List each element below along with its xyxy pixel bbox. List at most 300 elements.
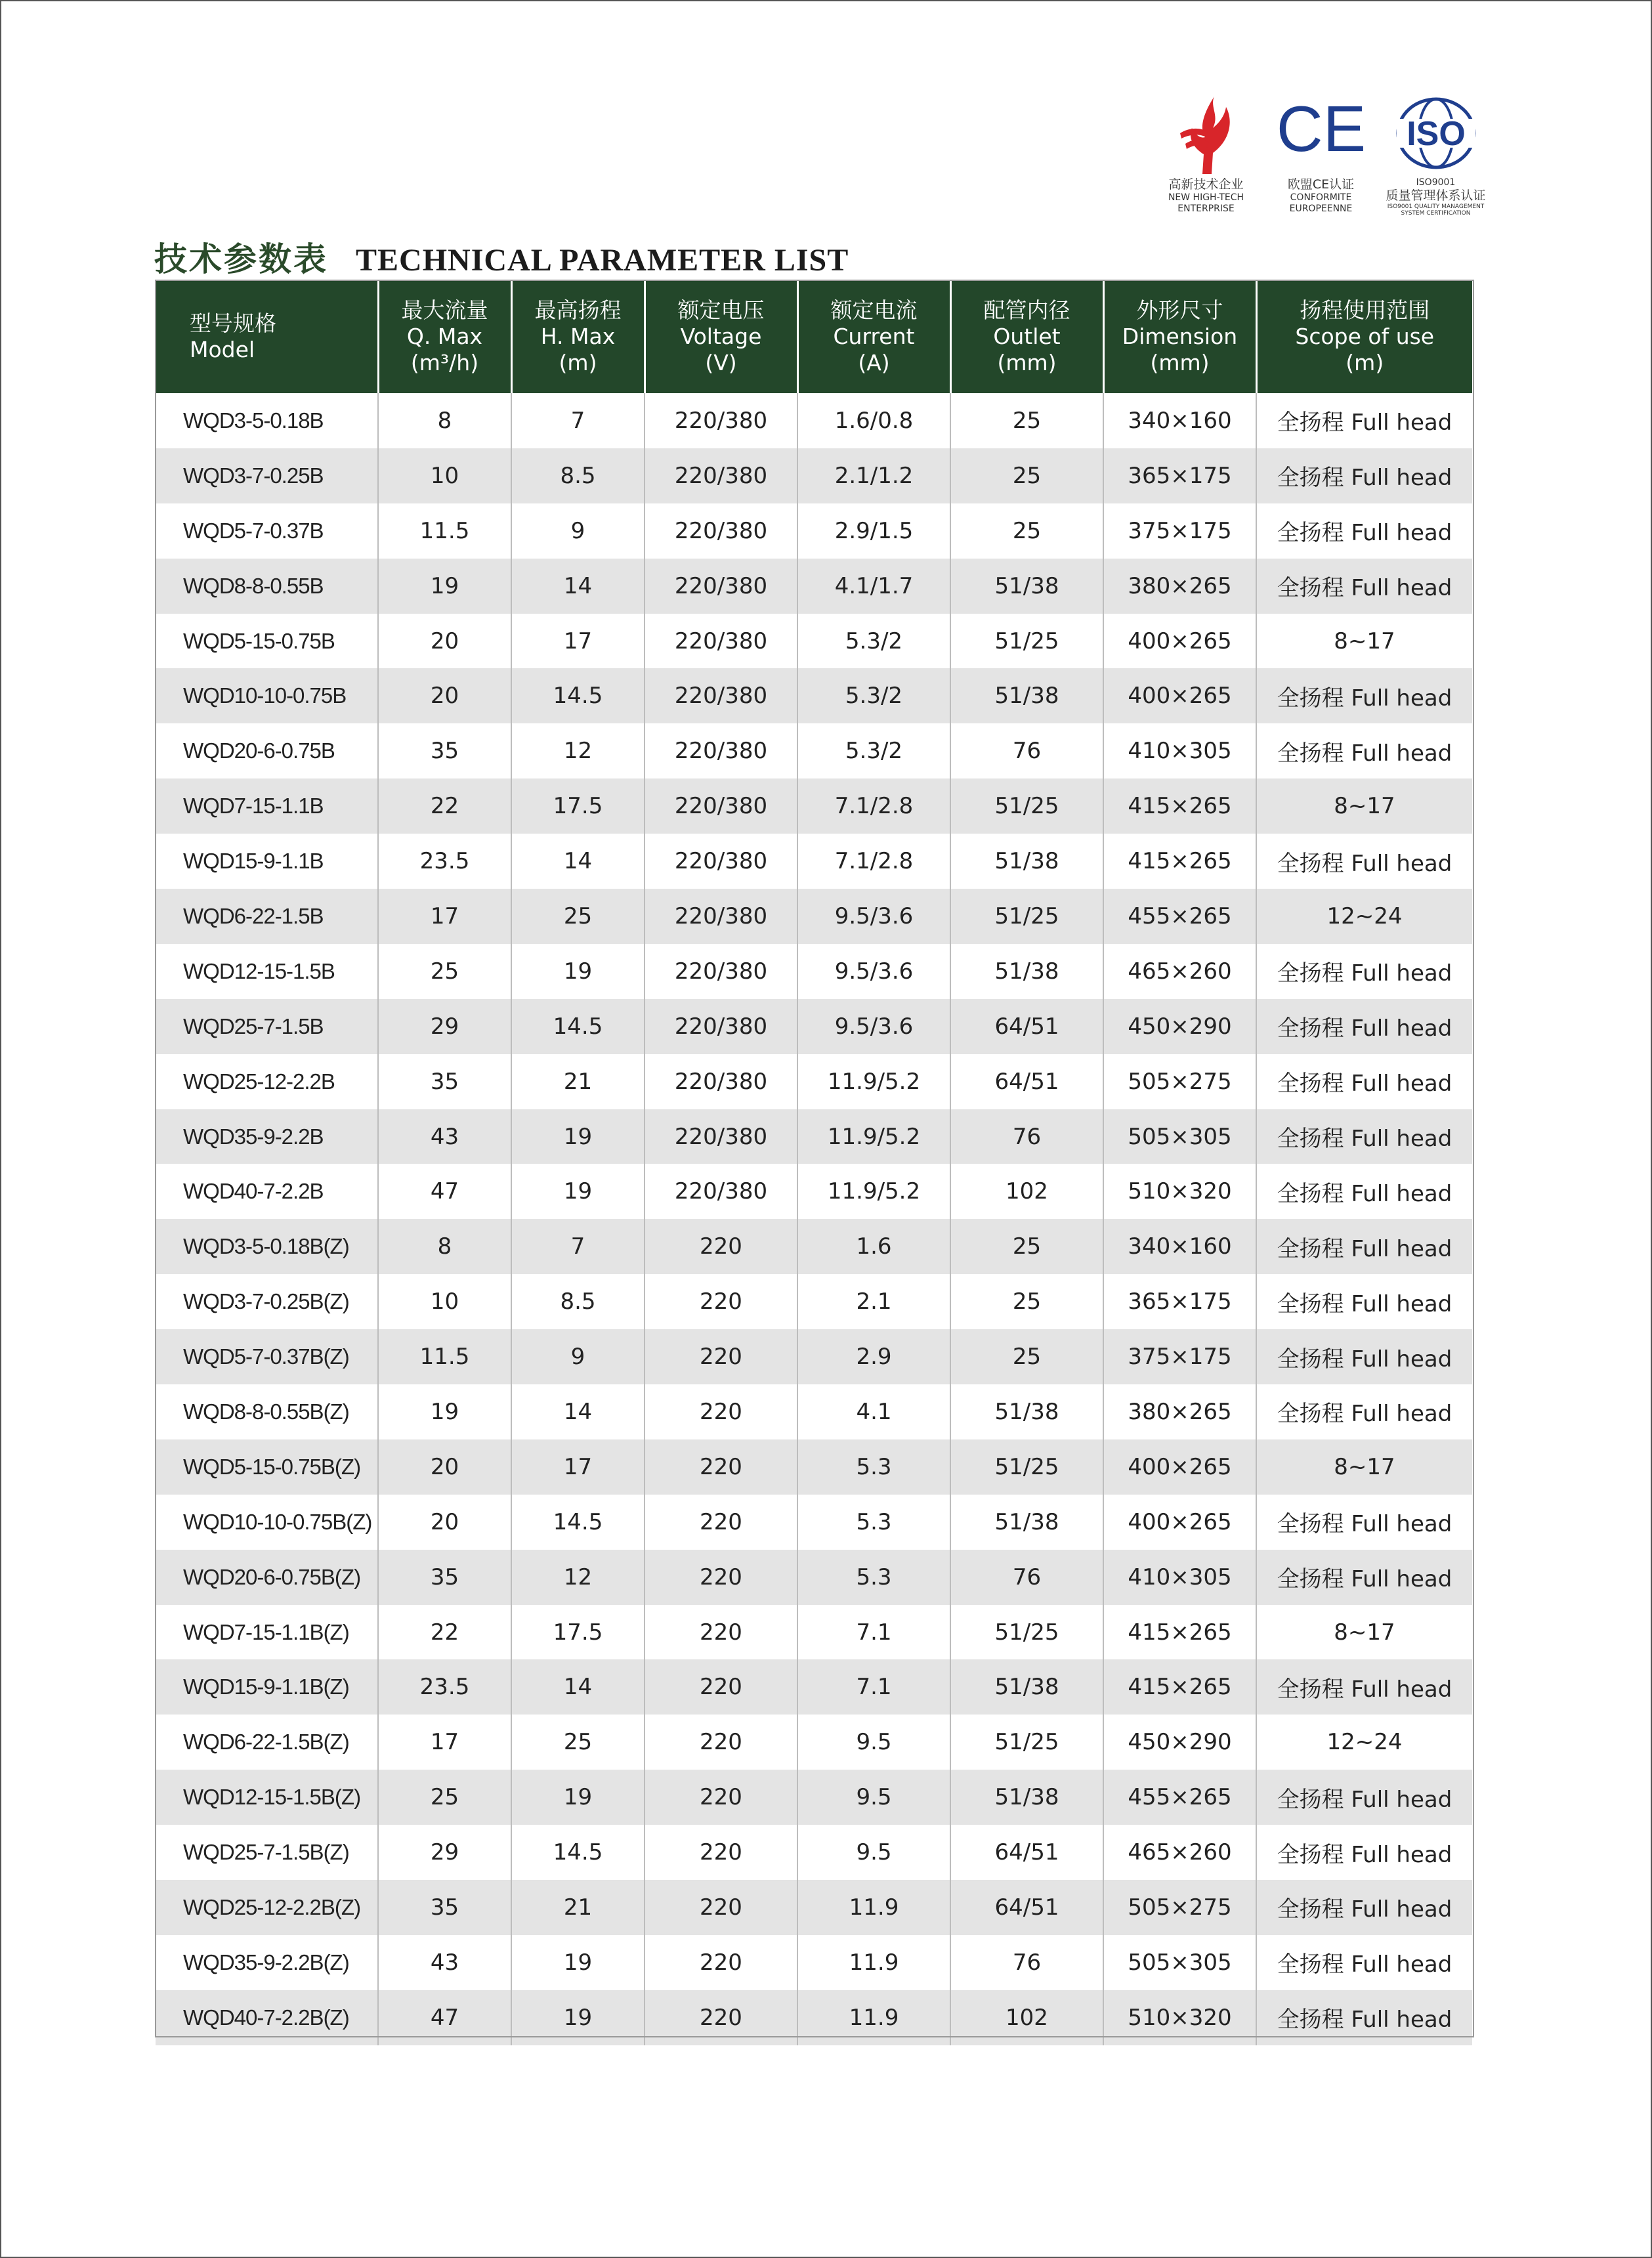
column-header-scope-of-use-cn: 扬程使用范围: [1300, 297, 1430, 323]
hi-tech-caption-cn: 高新技术企业: [1168, 177, 1244, 192]
column-header-q-max: [378, 280, 511, 393]
cell-model: WQD15-9-1.1B: [156, 834, 378, 889]
cell-outlet: 25: [950, 1219, 1103, 1274]
cell-model: WQD7-15-1.1B: [156, 778, 378, 834]
cell-model: WQD15-9-1.1B(Z): [156, 1659, 378, 1715]
cell-model: WQD8-8-0.55B: [156, 559, 378, 614]
cell-h-max: 8.5: [511, 448, 645, 503]
cell-outlet: 51/38: [950, 834, 1103, 889]
table-row: [156, 1880, 1472, 1935]
hi-tech-caption-en-1: NEW HIGH-TECH: [1168, 192, 1244, 203]
cell-q-max: 23.5: [378, 834, 511, 889]
cell-scope-of-use: 全扬程 Full head: [1256, 448, 1472, 503]
cell-voltage: 220/380: [645, 999, 797, 1054]
cell-model: WQD25-12-2.2B(Z): [156, 1880, 378, 1935]
cell-current: 7.1: [797, 1659, 950, 1715]
cell-scope-of-use: 全扬程 Full head: [1256, 1825, 1472, 1880]
table-row: [156, 1274, 1472, 1329]
cell-voltage: 220: [645, 1550, 797, 1605]
cell-current: 5.3/2: [797, 668, 950, 723]
column-header-q-max-unit: (m³/h): [410, 350, 479, 375]
cell-q-max: 47: [378, 1164, 511, 1219]
cell-voltage: 220: [645, 1935, 797, 1990]
cell-q-max: 20: [378, 1439, 511, 1495]
column-header-outlet-cn: 配管内径: [983, 297, 1070, 323]
cell-outlet: 76: [950, 1935, 1103, 1990]
column-header-h-max: [511, 280, 645, 393]
cell-outlet: 64/51: [950, 999, 1103, 1054]
cell-h-max: 21: [511, 1880, 645, 1935]
cell-h-max: 25: [511, 1715, 645, 1770]
column-header-outlet: [950, 280, 1103, 393]
cell-dimension: 415×265: [1103, 1659, 1256, 1715]
cell-scope-of-use: 全扬程 Full head: [1256, 1219, 1472, 1274]
hi-tech-flame-icon: [1174, 95, 1239, 177]
cell-scope-of-use: 全扬程 Full head: [1256, 1495, 1472, 1550]
cell-h-max: 12: [511, 723, 645, 778]
cell-dimension: 415×265: [1103, 1605, 1256, 1660]
cell-scope-of-use: 全扬程 Full head: [1256, 1274, 1472, 1329]
cell-current: 1.6: [797, 1219, 950, 1274]
cell-dimension: 455×265: [1103, 889, 1256, 944]
cell-dimension: 375×175: [1103, 1329, 1256, 1384]
cell-h-max: 7: [511, 1219, 645, 1274]
table-row: [156, 559, 1472, 614]
table-row: [156, 944, 1472, 999]
cell-q-max: 8: [378, 1219, 511, 1274]
cell-model: WQD5-15-0.75B(Z): [156, 1439, 378, 1495]
cell-outlet: 51/25: [950, 778, 1103, 834]
cell-scope-of-use: 全扬程 Full head: [1256, 1935, 1472, 1990]
cell-h-max: 19: [511, 944, 645, 999]
cell-q-max: 19: [378, 559, 511, 614]
cell-dimension: 365×175: [1103, 1274, 1256, 1329]
cell-scope-of-use: 12~24: [1256, 1715, 1472, 1770]
cell-outlet: 64/51: [950, 1054, 1103, 1109]
cell-current: 1.6/0.8: [797, 393, 950, 448]
cell-q-max: 25: [378, 944, 511, 999]
cell-outlet: 25: [950, 1329, 1103, 1384]
table-row: [156, 1495, 1472, 1550]
cell-q-max: 20: [378, 1495, 511, 1550]
cell-q-max: 29: [378, 1825, 511, 1880]
table-row: [156, 1329, 1472, 1384]
ce-caption-en-2: EUROPEENNE: [1289, 203, 1353, 214]
table-row: [156, 1164, 1472, 1219]
cell-dimension: 510×320: [1103, 1990, 1256, 2045]
cell-model: WQD3-5-0.18B: [156, 393, 378, 448]
cell-current: 9.5/3.6: [797, 889, 950, 944]
hi-tech-enterprise-logo: [1149, 95, 1263, 233]
cell-model: WQD3-7-0.25B: [156, 448, 378, 503]
cell-model: WQD5-7-0.37B(Z): [156, 1329, 378, 1384]
cell-q-max: 8: [378, 393, 511, 448]
table-row: [156, 1109, 1472, 1164]
cell-voltage: 220/380: [645, 503, 797, 559]
column-header-dimension: [1103, 280, 1256, 393]
cell-current: 2.9: [797, 1329, 950, 1384]
cell-h-max: 9: [511, 503, 645, 559]
table-row: [156, 1990, 1472, 2045]
table-row: [156, 448, 1472, 503]
cell-voltage: 220: [645, 1329, 797, 1384]
cell-outlet: 51/38: [950, 559, 1103, 614]
table-row: [156, 1550, 1472, 1605]
cell-h-max: 14.5: [511, 1825, 645, 1880]
cell-dimension: 465×260: [1103, 1825, 1256, 1880]
technical-parameter-table: [156, 280, 1472, 2045]
cell-outlet: 51/25: [950, 1439, 1103, 1495]
cell-voltage: 220: [645, 1880, 797, 1935]
table-row: [156, 1054, 1472, 1109]
cell-scope-of-use: 8~17: [1256, 1439, 1472, 1495]
cell-outlet: 102: [950, 1990, 1103, 2045]
cell-current: 11.9: [797, 1880, 950, 1935]
cell-h-max: 17.5: [511, 778, 645, 834]
cell-dimension: 510×320: [1103, 1164, 1256, 1219]
cell-scope-of-use: 全扬程 Full head: [1256, 1770, 1472, 1825]
cell-outlet: 64/51: [950, 1825, 1103, 1880]
cell-voltage: 220: [645, 1715, 797, 1770]
cell-h-max: 25: [511, 889, 645, 944]
table-row: [156, 668, 1472, 723]
iso-caption-cn: 质量管理体系认证: [1386, 188, 1486, 203]
cell-q-max: 43: [378, 1109, 511, 1164]
cell-model: WQD25-12-2.2B: [156, 1054, 378, 1109]
cell-voltage: 220/380: [645, 668, 797, 723]
cell-h-max: 14: [511, 834, 645, 889]
column-header-q-max-cn: 最大流量: [401, 297, 488, 323]
cell-outlet: 102: [950, 1164, 1103, 1219]
cell-q-max: 22: [378, 778, 511, 834]
ce-mark-icon: [1275, 95, 1367, 177]
iso-globe-icon: [1390, 95, 1482, 177]
cell-current: 4.1/1.7: [797, 559, 950, 614]
cell-model: WQD6-22-1.5B(Z): [156, 1715, 378, 1770]
cell-outlet: 51/38: [950, 668, 1103, 723]
cell-current: 4.1: [797, 1384, 950, 1439]
column-header-outlet-en: Outlet: [993, 324, 1061, 349]
table-row: [156, 393, 1472, 448]
cell-voltage: 220/380: [645, 1164, 797, 1219]
cell-model: WQD3-7-0.25B(Z): [156, 1274, 378, 1329]
cell-model: WQD25-7-1.5B: [156, 999, 378, 1054]
cell-voltage: 220: [645, 1384, 797, 1439]
cell-dimension: 400×265: [1103, 668, 1256, 723]
table-row: [156, 614, 1472, 669]
cell-current: 11.9/5.2: [797, 1164, 950, 1219]
iso-caption-en-2: SYSTEM CERTIFICATION: [1401, 210, 1471, 217]
cell-q-max: 20: [378, 614, 511, 669]
cell-scope-of-use: 全扬程 Full head: [1256, 393, 1472, 448]
cell-dimension: 410×305: [1103, 723, 1256, 778]
cell-model: WQD12-15-1.5B: [156, 944, 378, 999]
cell-scope-of-use: 全扬程 Full head: [1256, 1659, 1472, 1715]
cell-h-max: 19: [511, 1770, 645, 1825]
column-header-dimension-cn: 外形尺寸: [1136, 297, 1223, 323]
cell-model: WQD8-8-0.55B(Z): [156, 1384, 378, 1439]
cell-model: WQD40-7-2.2B: [156, 1164, 378, 1219]
cell-voltage: 220/380: [645, 1109, 797, 1164]
iso-caption-num: ISO9001: [1416, 177, 1456, 188]
cell-outlet: 25: [950, 1274, 1103, 1329]
column-header-model: [156, 280, 378, 393]
cell-current: 7.1/2.8: [797, 834, 950, 889]
cell-voltage: 220/380: [645, 778, 797, 834]
column-header-current-unit: (A): [858, 350, 890, 375]
table-row: [156, 1384, 1472, 1439]
cell-h-max: 8.5: [511, 1274, 645, 1329]
cell-q-max: 17: [378, 1715, 511, 1770]
column-header-dimension-en: Dimension: [1122, 324, 1238, 349]
cell-voltage: 220: [645, 1825, 797, 1880]
cell-voltage: 220: [645, 1770, 797, 1825]
table-row: [156, 999, 1472, 1054]
cell-outlet: 51/38: [950, 944, 1103, 999]
cell-model: WQD35-9-2.2B(Z): [156, 1935, 378, 1990]
cell-voltage: 220: [645, 1605, 797, 1660]
cell-voltage: 220: [645, 1495, 797, 1550]
cell-scope-of-use: 全扬程 Full head: [1256, 1990, 1472, 2045]
cell-dimension: 400×265: [1103, 1495, 1256, 1550]
column-header-h-max-unit: (m): [559, 350, 597, 375]
table-row: [156, 1659, 1472, 1715]
cell-h-max: 19: [511, 1990, 645, 2045]
cell-outlet: 51/25: [950, 889, 1103, 944]
table-row: [156, 889, 1472, 944]
cell-q-max: 19: [378, 1384, 511, 1439]
cell-model: WQD20-6-0.75B: [156, 723, 378, 778]
cell-scope-of-use: 8~17: [1256, 614, 1472, 669]
cell-model: WQD5-7-0.37B: [156, 503, 378, 559]
cell-q-max: 23.5: [378, 1659, 511, 1715]
ce-caption-en-1: CONFORMITE: [1290, 192, 1352, 203]
cell-q-max: 17: [378, 889, 511, 944]
cell-scope-of-use: 全扬程 Full head: [1256, 1054, 1472, 1109]
cell-h-max: 14: [511, 1659, 645, 1715]
cell-dimension: 400×265: [1103, 614, 1256, 669]
cell-q-max: 25: [378, 1770, 511, 1825]
cell-h-max: 17.5: [511, 1605, 645, 1660]
cell-h-max: 19: [511, 1164, 645, 1219]
cell-outlet: 25: [950, 503, 1103, 559]
cell-outlet: 51/25: [950, 1715, 1103, 1770]
cell-dimension: 340×160: [1103, 393, 1256, 448]
cell-dimension: 505×305: [1103, 1109, 1256, 1164]
table-row: [156, 1935, 1472, 1990]
cell-current: 9.5/3.6: [797, 999, 950, 1054]
ce-logo: [1263, 95, 1378, 233]
cell-dimension: 365×175: [1103, 448, 1256, 503]
cell-h-max: 14.5: [511, 999, 645, 1054]
cell-current: 7.1: [797, 1605, 950, 1660]
cell-dimension: 340×160: [1103, 1219, 1256, 1274]
cell-model: WQD40-7-2.2B(Z): [156, 1990, 378, 2045]
cell-current: 5.3: [797, 1439, 950, 1495]
cell-current: 9.5/3.6: [797, 944, 950, 999]
cell-outlet: 64/51: [950, 1880, 1103, 1935]
cell-q-max: 29: [378, 999, 511, 1054]
ce-mark-text: CE: [1276, 95, 1366, 165]
cell-voltage: 220/380: [645, 834, 797, 889]
cell-outlet: 25: [950, 448, 1103, 503]
table-body: [156, 393, 1472, 2045]
cell-scope-of-use: 全扬程 Full head: [1256, 1164, 1472, 1219]
cell-current: 2.1/1.2: [797, 448, 950, 503]
cell-h-max: 19: [511, 1935, 645, 1990]
column-header-model-en: Model: [190, 337, 255, 362]
cell-h-max: 17: [511, 1439, 645, 1495]
cell-scope-of-use: 8~17: [1256, 1605, 1472, 1660]
page-title-en: TECHNICAL PARAMETER LIST: [356, 243, 849, 278]
cell-current: 2.1: [797, 1274, 950, 1329]
cell-scope-of-use: 8~17: [1256, 778, 1472, 834]
cell-model: WQD5-15-0.75B: [156, 614, 378, 669]
column-header-voltage-cn: 额定电压: [677, 297, 765, 323]
cell-current: 5.3/2: [797, 723, 950, 778]
column-header-scope-of-use-unit: (m): [1345, 350, 1384, 375]
iso-mark-text: ISO: [1406, 115, 1466, 153]
cell-voltage: 220: [645, 1659, 797, 1715]
table-row: [156, 1770, 1472, 1825]
cell-model: WQD10-10-0.75B: [156, 668, 378, 723]
cell-voltage: 220: [645, 1439, 797, 1495]
cell-scope-of-use: 全扬程 Full head: [1256, 999, 1472, 1054]
cell-outlet: 51/25: [950, 1605, 1103, 1660]
column-header-scope-of-use: [1256, 280, 1472, 393]
cell-scope-of-use: 全扬程 Full head: [1256, 834, 1472, 889]
cell-dimension: 450×290: [1103, 1715, 1256, 1770]
cell-h-max: 14.5: [511, 1495, 645, 1550]
cell-dimension: 415×265: [1103, 834, 1256, 889]
table-row: [156, 1605, 1472, 1660]
table-header-row: [156, 280, 1472, 393]
cell-q-max: 10: [378, 448, 511, 503]
cell-q-max: 35: [378, 723, 511, 778]
cell-dimension: 400×265: [1103, 1439, 1256, 1495]
table-row: [156, 723, 1472, 778]
cell-scope-of-use: 全扬程 Full head: [1256, 1329, 1472, 1384]
table-row: [156, 503, 1472, 559]
column-header-current-cn: 额定电流: [830, 297, 918, 323]
cell-dimension: 410×305: [1103, 1550, 1256, 1605]
cell-scope-of-use: 全扬程 Full head: [1256, 944, 1472, 999]
column-header-current: [797, 280, 950, 393]
cell-current: 9.5: [797, 1770, 950, 1825]
cell-dimension: 505×275: [1103, 1054, 1256, 1109]
cell-outlet: 76: [950, 1550, 1103, 1605]
column-header-h-max-en: H. Max: [540, 324, 616, 349]
cell-voltage: 220/380: [645, 1054, 797, 1109]
column-header-scope-of-use-en: Scope of use: [1295, 324, 1435, 349]
iso-caption-en-1: ISO9001 QUALITY MANAGEMENT: [1387, 203, 1485, 210]
cell-dimension: 455×265: [1103, 1770, 1256, 1825]
column-header-q-max-en: Q. Max: [406, 324, 483, 349]
iso-logo: [1378, 95, 1493, 233]
cell-q-max: 20: [378, 668, 511, 723]
cell-current: 11.9/5.2: [797, 1109, 950, 1164]
page-title: [154, 233, 849, 279]
cell-voltage: 220: [645, 1219, 797, 1274]
cell-current: 5.3: [797, 1495, 950, 1550]
cell-outlet: 51/38: [950, 1495, 1103, 1550]
cell-dimension: 380×265: [1103, 559, 1256, 614]
hi-tech-caption-en-2: ENTERPRISE: [1177, 203, 1235, 214]
cell-scope-of-use: 全扬程 Full head: [1256, 1384, 1472, 1439]
cell-outlet: 51/38: [950, 1384, 1103, 1439]
cell-outlet: 76: [950, 1109, 1103, 1164]
cell-q-max: 35: [378, 1880, 511, 1935]
cell-scope-of-use: 全扬程 Full head: [1256, 1880, 1472, 1935]
cell-h-max: 14.5: [511, 668, 645, 723]
table-row: [156, 1219, 1472, 1274]
cell-q-max: 11.5: [378, 503, 511, 559]
cell-scope-of-use: 全扬程 Full head: [1256, 723, 1472, 778]
cell-current: 11.9: [797, 1935, 950, 1990]
cell-q-max: 35: [378, 1054, 511, 1109]
cell-h-max: 9: [511, 1329, 645, 1384]
cell-h-max: 17: [511, 614, 645, 669]
cell-model: WQD20-6-0.75B(Z): [156, 1550, 378, 1605]
cell-dimension: 380×265: [1103, 1384, 1256, 1439]
cell-h-max: 12: [511, 1550, 645, 1605]
cell-dimension: 505×305: [1103, 1935, 1256, 1990]
column-header-h-max-cn: 最高扬程: [534, 297, 622, 323]
cell-h-max: 21: [511, 1054, 645, 1109]
cell-voltage: 220/380: [645, 889, 797, 944]
cell-current: 5.3/2: [797, 614, 950, 669]
cell-voltage: 220/380: [645, 614, 797, 669]
cell-voltage: 220/380: [645, 448, 797, 503]
cell-dimension: 505×275: [1103, 1880, 1256, 1935]
table-row: [156, 1715, 1472, 1770]
cell-h-max: 14: [511, 1384, 645, 1439]
cell-scope-of-use: 12~24: [1256, 889, 1472, 944]
cell-outlet: 51/38: [950, 1770, 1103, 1825]
certification-logos: [1149, 95, 1496, 233]
column-header-voltage: [645, 280, 797, 393]
cell-current: 9.5: [797, 1715, 950, 1770]
cell-outlet: 51/38: [950, 1659, 1103, 1715]
cell-current: 5.3: [797, 1550, 950, 1605]
cell-current: 2.9/1.5: [797, 503, 950, 559]
cell-outlet: 76: [950, 723, 1103, 778]
page-title-cn: 技术参数表: [154, 240, 328, 278]
cell-q-max: 10: [378, 1274, 511, 1329]
cell-outlet: 51/25: [950, 614, 1103, 669]
cell-voltage: 220/380: [645, 393, 797, 448]
table-row: [156, 1439, 1472, 1495]
cell-q-max: 35: [378, 1550, 511, 1605]
cell-scope-of-use: 全扬程 Full head: [1256, 559, 1472, 614]
cell-model: WQD25-7-1.5B(Z): [156, 1825, 378, 1880]
cell-model: WQD35-9-2.2B: [156, 1109, 378, 1164]
cell-voltage: 220: [645, 1990, 797, 2045]
cell-dimension: 375×175: [1103, 503, 1256, 559]
cell-q-max: 22: [378, 1605, 511, 1660]
cell-scope-of-use: 全扬程 Full head: [1256, 503, 1472, 559]
column-header-dimension-unit: (mm): [1150, 350, 1210, 375]
table-row: [156, 834, 1472, 889]
cell-model: WQD12-15-1.5B(Z): [156, 1770, 378, 1825]
table-row: [156, 1825, 1472, 1880]
column-header-voltage-unit: (V): [705, 350, 737, 375]
cell-outlet: 25: [950, 393, 1103, 448]
cell-current: 11.9: [797, 1990, 950, 2045]
cell-voltage: 220/380: [645, 944, 797, 999]
column-header-current-en: Current: [833, 324, 915, 349]
cell-scope-of-use: 全扬程 Full head: [1256, 1109, 1472, 1164]
